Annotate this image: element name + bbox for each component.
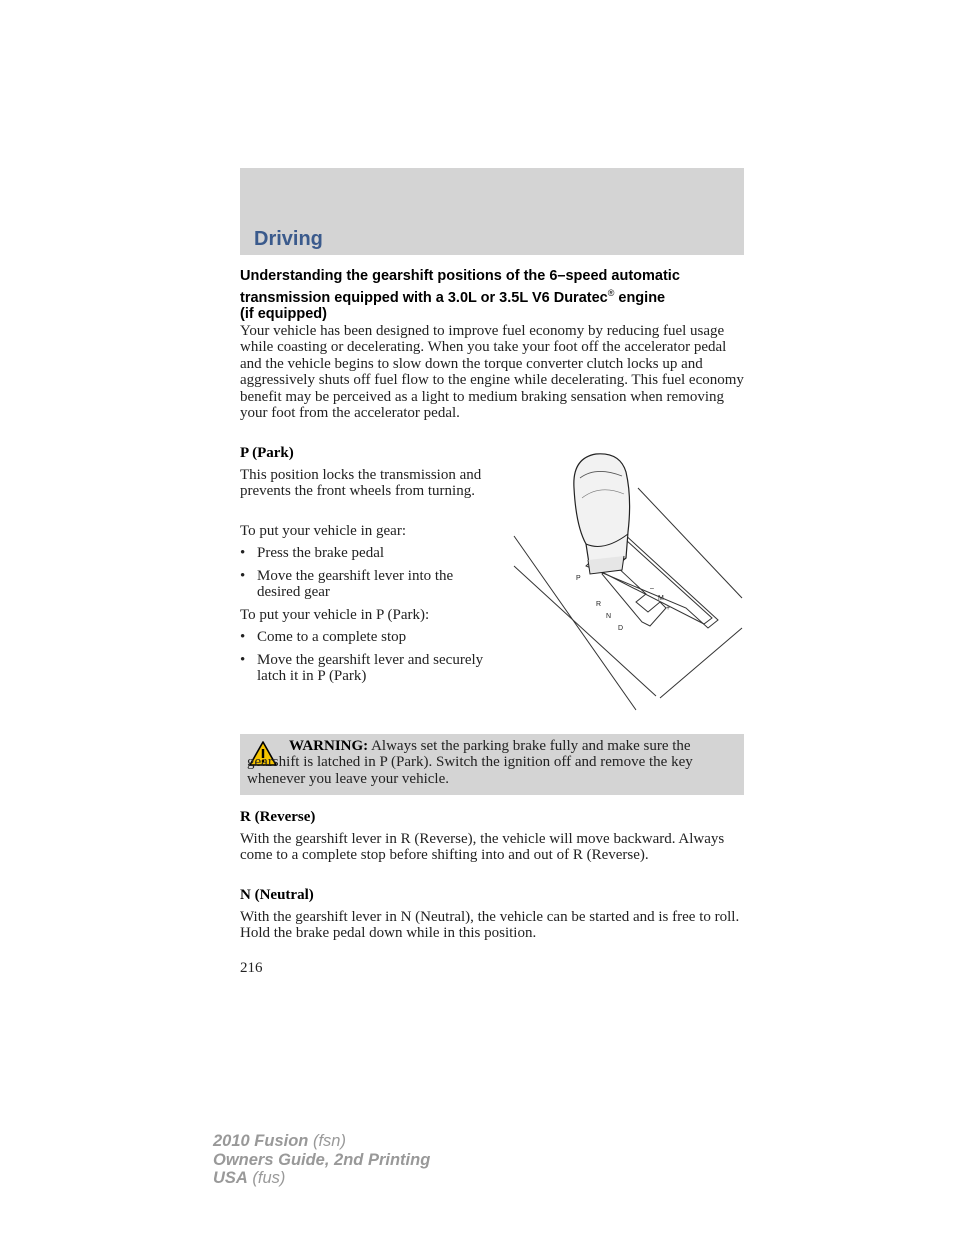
- footer: [213, 1132, 430, 1188]
- console-edge-right: [660, 628, 742, 698]
- gate-label-r: R: [596, 601, 602, 608]
- intro-paragraph: Your vehicle has been designed to improve fuel economy by reducing fuel usage while coasting or decelerating. When you take your foot off the accelerator pedal and the vehicle begins to slow down the torque converter clutch locks up and aggressively shuts off fuel flow to the engine while decelerating. This fuel economy benefit may be perceived as a light to medium braking sensation when removing your foot from the accelerator pedal.: [240, 323, 744, 422]
- footer-model-code: (fsn): [308, 1132, 346, 1150]
- footer-line3: [213, 1169, 430, 1188]
- footer-line2: [213, 1151, 430, 1170]
- heading-text-b: engine: [614, 289, 666, 306]
- warning-box: [240, 734, 744, 795]
- gate-label-p: P: [576, 575, 581, 582]
- park-title: P (Park): [240, 445, 294, 461]
- footer-guide: Owners Guide, 2nd Printing: [213, 1150, 431, 1169]
- list-item-text: Move the gearshift lever and securely latch it in P (Park): [257, 652, 484, 685]
- gearshift-illustration: [510, 448, 746, 714]
- heading-text-a: transmission equipped with a 3.0L or 3.5L V6 Duratec: [240, 289, 608, 306]
- park-description: This position locks the transmission and prevents the front wheels from turning.: [240, 467, 482, 500]
- page-number: 216: [240, 960, 263, 976]
- manual-label-minus: –: [650, 585, 654, 592]
- neutral-title: N (Neutral): [240, 887, 314, 903]
- warning-body: Always set the parking brake fully and make sure the gearshift is latched in P (Park). Switch the ignition off and remove the key whenever you leave your vehicle.: [247, 738, 693, 787]
- section-heading-line1: Understanding the gearshift positions of the 6–speed automatic: [240, 268, 680, 284]
- warning-label: WARNING:: [289, 738, 369, 754]
- neutral-text: With the gearshift lever in N (Neutral), the vehicle can be started and is free to roll. Hold the brake pedal down while in this position.: [240, 909, 740, 942]
- shift-knob: [574, 454, 630, 574]
- footer-market-code: (fus): [247, 1169, 286, 1187]
- console-edge-inner: [514, 566, 656, 696]
- park-intro: To put your vehicle in P (Park):: [240, 607, 430, 623]
- section-heading-line2: [240, 285, 744, 306]
- bullet-dot: •: [240, 568, 246, 584]
- footer-market: USA: [213, 1169, 248, 1187]
- warning-text: [247, 738, 737, 787]
- gate-label-d: D: [618, 625, 624, 632]
- manual-label-plus: +: [666, 605, 671, 612]
- section-heading-line3: (if equipped): [240, 305, 327, 322]
- footer-model: 2010 Fusion: [213, 1132, 309, 1150]
- reverse-title: R (Reverse): [240, 809, 316, 825]
- list-item-text: Come to a complete stop: [257, 629, 407, 645]
- footer-line1: [213, 1132, 430, 1151]
- bullet-dot: •: [240, 629, 246, 645]
- list-item-text: Move the gearshift lever into the desired gear: [257, 568, 454, 601]
- registered-mark: ®: [607, 287, 615, 298]
- gate-slot: [602, 564, 666, 626]
- console-edge-top: [638, 488, 742, 598]
- bullet-dot: •: [240, 545, 246, 561]
- section-heading: [240, 268, 744, 322]
- reverse-text: With the gearshift lever in R (Reverse), the vehicle will move backward. Always come to a complete stop before shifting into and out of R (Reverse).: [240, 831, 725, 864]
- gate-label-n: N: [606, 613, 612, 620]
- manual-label-m: M: [658, 595, 664, 602]
- bullet-dot: •: [240, 652, 246, 668]
- chapter-header-band: [240, 168, 744, 255]
- chapter-title: Driving: [254, 228, 323, 250]
- list-item-text: Press the brake pedal: [257, 545, 385, 561]
- gear-intro: To put your vehicle in gear:: [240, 523, 406, 539]
